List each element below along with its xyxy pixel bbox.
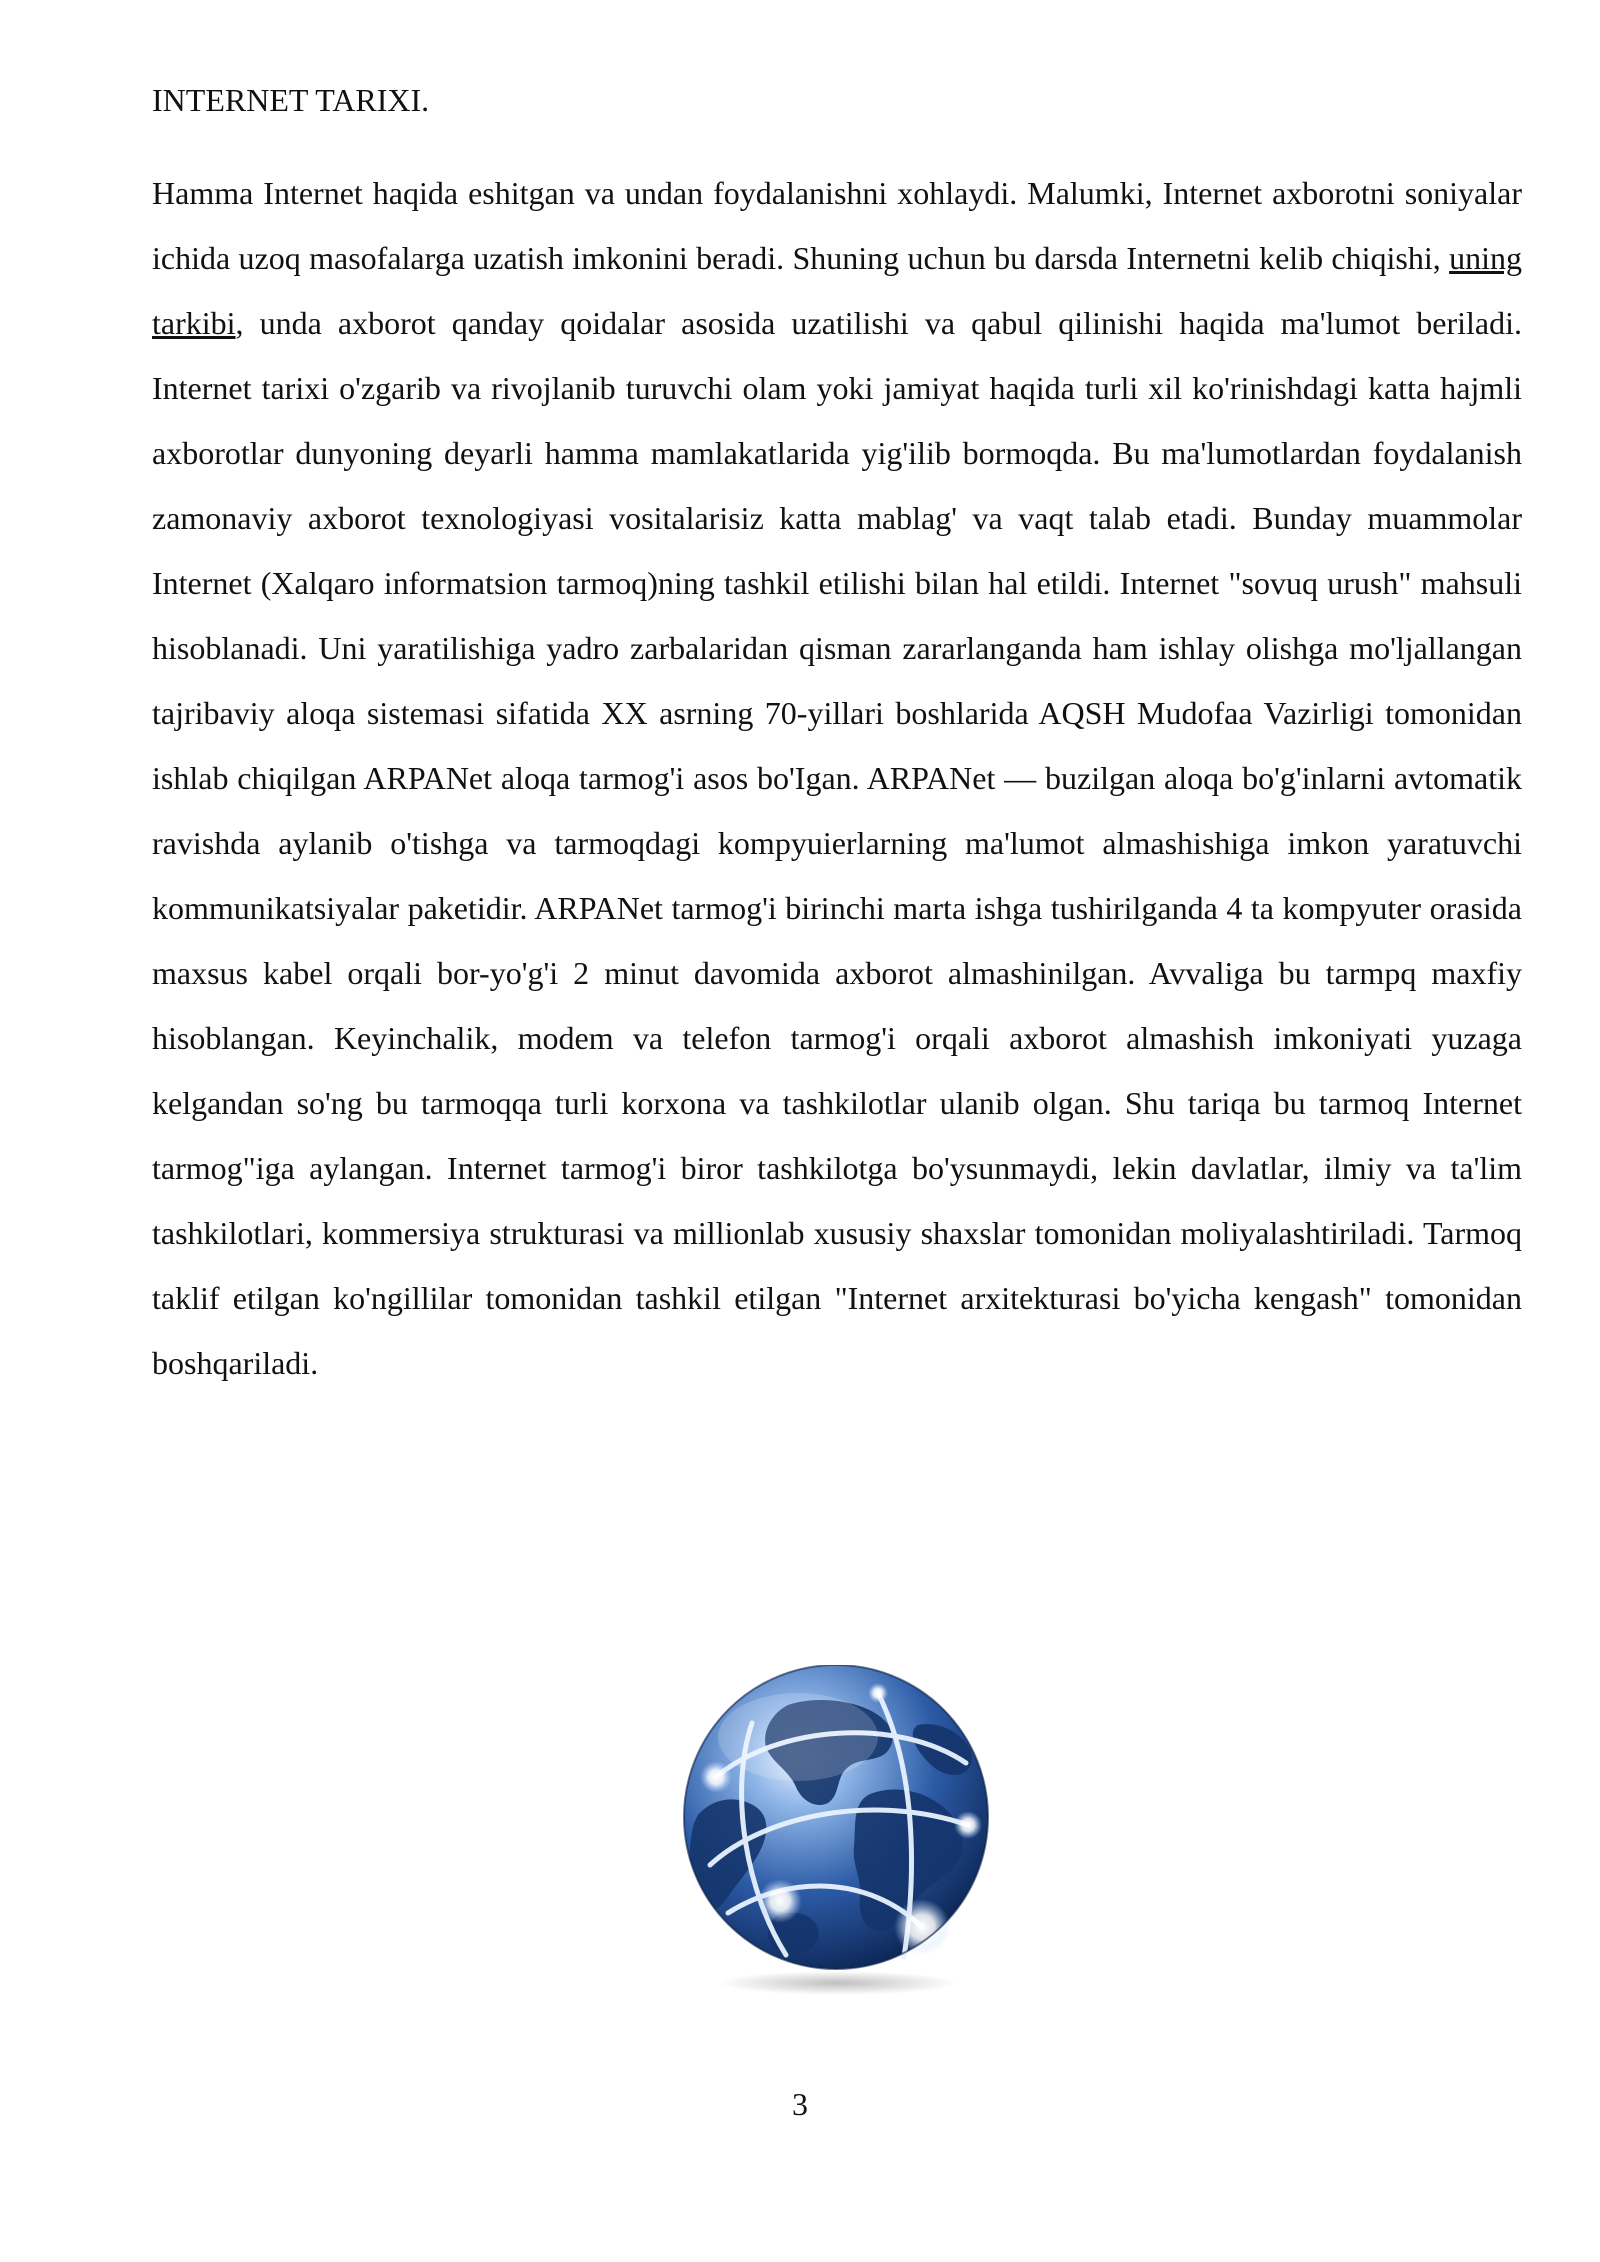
globe-image: [668, 1665, 1008, 2005]
page-number: 3: [792, 2086, 808, 2122]
body-paragraph: [152, 161, 1522, 1396]
page-title: INTERNET TARIXI.: [152, 82, 430, 118]
globe-network-icon: [668, 1665, 1008, 2005]
paragraph-text-end: , unda axborot qanday qoidalar asosida uzatilishi va qabul qilinishi haqida ma'lumot beriladi. Internet tarixi o'zgarib va rivojlanib turuvchi olam yoki jamiyat haqida turli xil ko'rinishdagi katta hajmli axborotlar dunyoning deyarli hamma mamlakatlarida yig'ilib bormoqda. Bu ma'lumotlardan foydalanish zamonaviy axborot texnologiyasi vositalarisiz katta mablag' va vaqt talab etadi. Bunday muammolar Internet (Xalqaro informatsion tarmoq)ning tashkil etilishi bilan hal etildi. Internet "sovuq urush" mahsuli hisoblanadi. Uni yaratilishiga yadro zarbalaridan qisman zararlanganda ham ishlay olishga mo'ljallangan tajribaviy aloqa sistemasi sifatida XX asrning 70-yillari boshlarida AQSH Mudofaa Vazirligi tomonidan ishlab chiqilgan ARPANet aloqa tarmog'i asos bo'Igan. ARPANet — buzilgan aloqa bo'g'inlarni avtomatik ravishda aylanib o'tishga va tarmoqdagi kompyuierlarning ma'lumot almashishiga imkon yaratuvchi kommunikatsiyalar paketidir. ARPANet tarmog'i birinchi marta ishga tushirilganda 4 ta kompyuter orasida maxsus kabel orqali bor-yo'g'i 2 minut davomida axborot almashinilgan. Avvaliga bu tarmpq maxfiy hisoblangan. Keyinchalik, modem va telefon tarmog'i orqali axborot almashish imkoniyati yuzaga kelgandan so'ng bu tarmoqqa turli korxona va tashkilotlar ulanib olgan. Shu tariqa bu tarmoq Internet tarmog"iga aylangan. Internet tarmog'i biror tashkilotga bo'ysunmaydi, lekin davlatlar, ilmiy va ta'lim tashkilotlari, kommersiya strukturasi va millionlab xususiy shaxslar tomonidan moliyalashtiriladi. Tarmoq taklif etilgan ko'ngillilar tomonidan tashkil etilgan "Internet arxitekturasi bo'yicha kengash" tomonidan boshqariladi.: [152, 305, 1522, 1381]
paragraph-text-start: Hamma Internet haqida eshitgan va undan foydalanishni xohlaydi. Malumki, Internet axborotni soniyalar ichida uzoq masofalarga uzatish imkonini beradi. Shuning uchun bu darsda Internetni kelib chiqishi,: [152, 175, 1522, 276]
inline-link[interactable]: uning tarkibi: [152, 240, 1522, 341]
